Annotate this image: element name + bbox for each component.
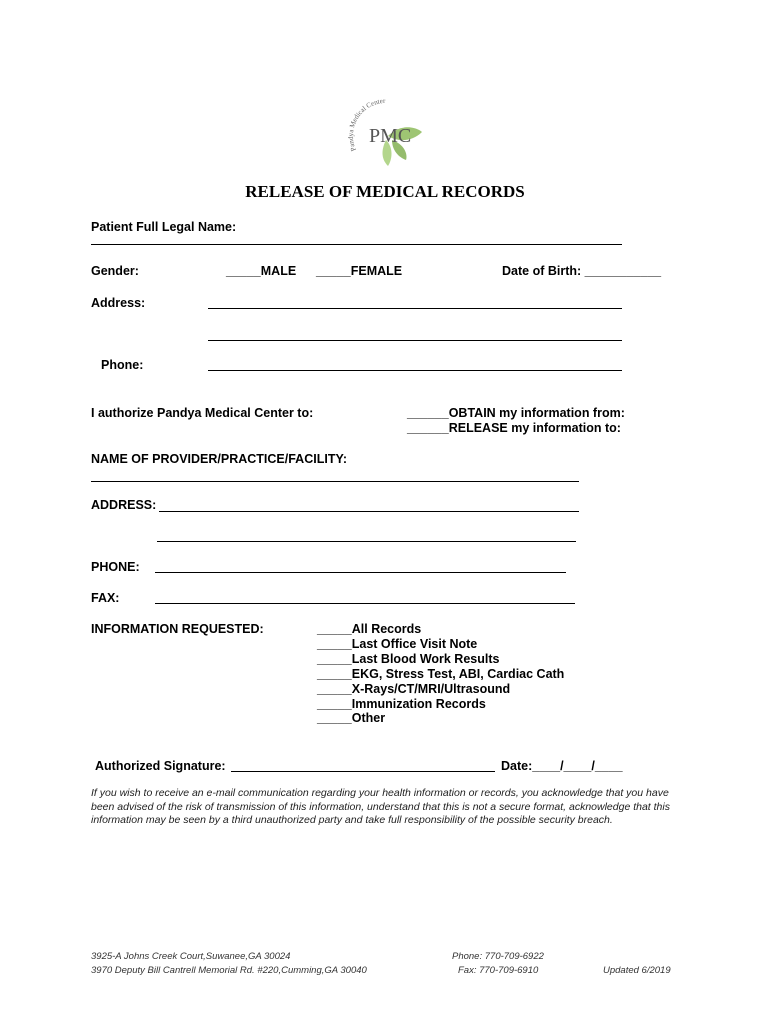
- address-label: Address:: [91, 296, 146, 310]
- authorization-statement: I authorize Pandya Medical Center to:: [91, 406, 314, 420]
- footer-updated: Updated 6/2019: [603, 965, 671, 976]
- address-line-1[interactable]: [208, 308, 622, 309]
- provider-phone-label: PHONE:: [91, 560, 140, 574]
- patient-name-field[interactable]: [91, 244, 622, 245]
- patient-name-label: Patient Full Legal Name:: [91, 220, 237, 234]
- signature-label: Authorized Signature:: [95, 759, 226, 773]
- provider-address-line-1[interactable]: [159, 511, 579, 512]
- phone-label: Phone:: [101, 358, 144, 372]
- provider-name-field[interactable]: [91, 481, 579, 482]
- information-requested-label: INFORMATION REQUESTED:: [91, 622, 264, 636]
- footer-address-2: 3970 Deputy Bill Cantrell Memorial Rd. #220,Cumming,GA 30040: [91, 965, 367, 976]
- pmc-logo-graphic: [342, 92, 428, 170]
- footer-address-1: 3925-A Johns Creek Court,Suwanee,GA 30024: [91, 951, 291, 962]
- email-disclaimer: If you wish to receive an e-mail communication regarding your health information or records, you acknowledge that you have been advised of the risk of transmission of this information, understand that this is not a secure format, acknowledge that this information may be seen by a third unauthorized party and take full responsibility of the possible security breach.: [91, 787, 670, 827]
- info-option-imaging[interactable]: _____X-Rays/CT/MRI/Ultrasound: [317, 682, 511, 696]
- info-option-all-records[interactable]: _____All Records: [317, 622, 422, 636]
- info-option-office-visit[interactable]: _____Last Office Visit Note: [317, 637, 478, 651]
- provider-address-line-2[interactable]: [157, 541, 576, 542]
- info-option-ekg[interactable]: _____EKG, Stress Test, ABI, Cardiac Cath: [317, 667, 565, 681]
- page-title: RELEASE OF MEDICAL RECORDS: [245, 182, 525, 201]
- logo-arc-text: Pandya Medical Center: [346, 96, 386, 153]
- gender-female-option[interactable]: _____FEMALE: [316, 264, 403, 278]
- pmc-logo: [342, 92, 428, 170]
- footer-fax: Fax: 770-709-6910: [458, 965, 539, 976]
- release-option[interactable]: ______RELEASE my information to:: [407, 421, 621, 435]
- address-line-2[interactable]: [208, 340, 622, 341]
- logo-monogram: PMC: [369, 125, 412, 147]
- signature-field[interactable]: [231, 771, 495, 772]
- obtain-option[interactable]: ______OBTAIN my information from:: [407, 406, 625, 420]
- gender-male-option[interactable]: _____MALE: [226, 264, 297, 278]
- date-of-birth-field[interactable]: Date of Birth: ___________: [502, 264, 662, 278]
- phone-field[interactable]: [208, 370, 622, 371]
- footer-phone: Phone: 770-709-6922: [452, 951, 544, 962]
- provider-fax-label: FAX:: [91, 591, 120, 605]
- info-option-immunization[interactable]: _____Immunization Records: [317, 697, 486, 711]
- provider-phone-field[interactable]: [155, 572, 566, 573]
- signature-date-field[interactable]: Date:____/____/____: [501, 759, 623, 773]
- info-option-blood-work[interactable]: _____Last Blood Work Results: [317, 652, 500, 666]
- gender-label: Gender:: [91, 264, 139, 278]
- provider-address-label: ADDRESS:: [91, 498, 157, 512]
- provider-name-label: NAME OF PROVIDER/PRACTICE/FACILITY:: [91, 452, 348, 466]
- info-option-other[interactable]: _____Other: [317, 711, 386, 725]
- provider-fax-field[interactable]: [155, 603, 575, 604]
